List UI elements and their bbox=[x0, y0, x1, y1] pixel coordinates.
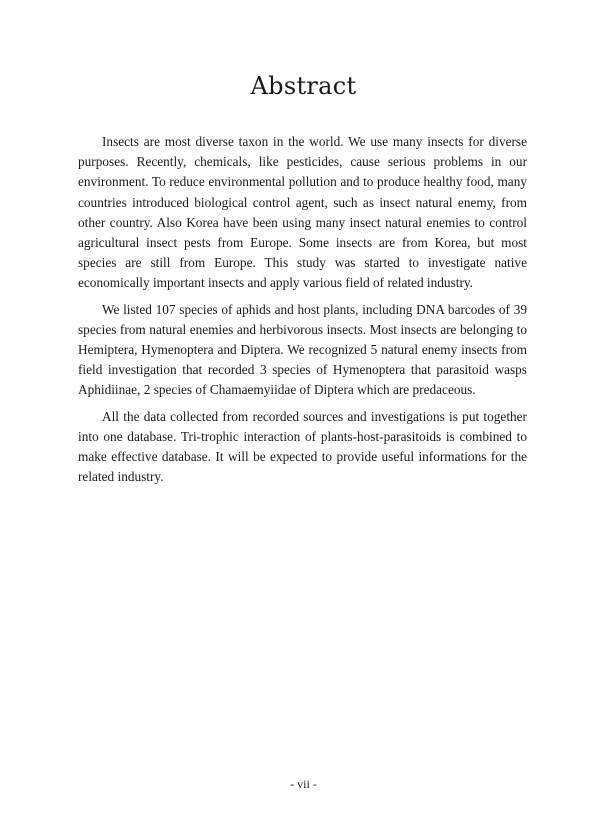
page-number: - vii - bbox=[290, 777, 317, 791]
page-title: Abstract bbox=[250, 72, 357, 100]
abstract-body bbox=[78, 132, 527, 493]
abstract-paragraph-3: All the data collected from recorded sources and investigations is put together into one database. Tri-trophic interaction of plants-host-parasitoids is combined to make effective database. It will be expected to provide useful informations for the related industry. bbox=[78, 408, 527, 485]
abstract-paragraph-1: Insects are most diverse taxon in the world. We use many insects for diverse purposes. Recently, chemicals, like pesticides, cause serious problems in our environment. To reduce environmental pollution and to produce healthy food, many countries introduced biological control agent, such as insect natural enemy, from other country. Also Korea have been using many insect natural enemies to control agricultural insect pests from Europe. Some insects are from Korea, but most species are still from Europe. This study was started to investigate native economically important insects and apply various field of related industry. bbox=[78, 134, 527, 291]
abstract-paragraph-2: We listed 107 species of aphids and host plants, including DNA barcodes of 39 species from natural enemies and herbivorous insects. Most insects are belonging to Hemiptera, Hymenoptera and Diptera. We recognized 5 natural enemy insects from field investigation that recorded 3 species of Hymenoptera that parasitoid wasps Aphidiinae, 2 species of Chamaemyiidae of Diptera which are predaceous. bbox=[78, 301, 527, 398]
